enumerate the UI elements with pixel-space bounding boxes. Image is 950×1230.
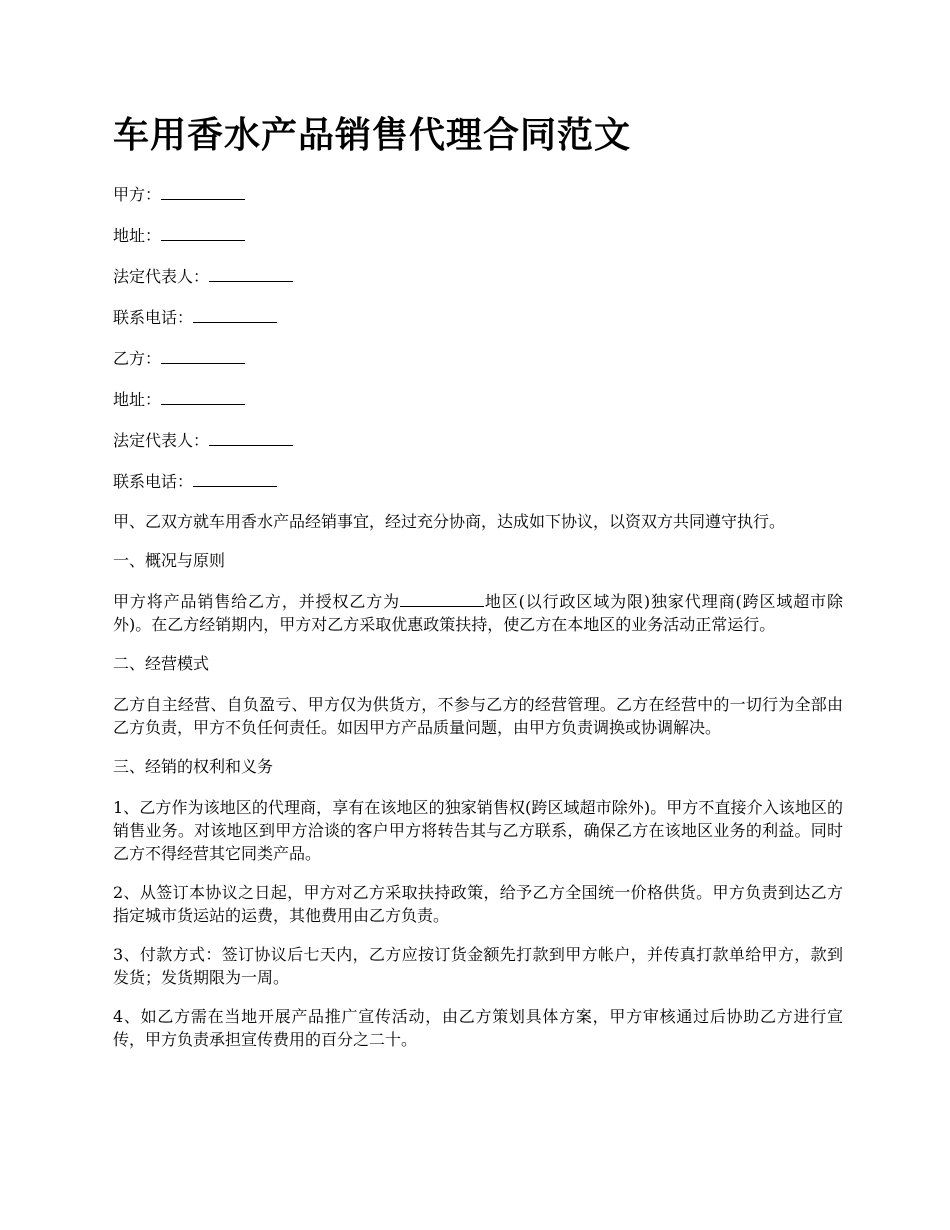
party-a-address-label: 地址：	[113, 226, 162, 245]
party-a-representative-field	[113, 264, 843, 288]
section-2-paragraph: 乙方自主经营、自负盈亏、甲方仅为供货方，不参与乙方的经营管理。乙方在经营中的一切行为全部由乙方负责，甲方不负任何责任。如因甲方产品质量问题，由甲方负责调换或协调解决。	[113, 695, 843, 737]
party-b-address-field	[113, 387, 843, 411]
section-1-text-before: 甲方将产品销售给乙方，并授权乙方为	[113, 592, 400, 611]
party-b-phone-blank	[193, 469, 277, 487]
party-b-name-field	[113, 346, 843, 370]
party-a-phone-label: 联系电话：	[113, 308, 194, 327]
section-3-item-4: 4、如乙方需在当地开展产品推广宣传活动，由乙方策划具体方案，甲方审核通过后协助乙方进行宣传，甲方负责承担宣传费用的百分之二十。	[113, 1007, 843, 1049]
party-b-name-blank	[161, 346, 245, 364]
section-1-paragraph	[113, 590, 843, 636]
party-a-phone-field	[113, 305, 843, 329]
party-a-phone-blank	[193, 305, 277, 323]
document-title: 车用香水产品销售代理合同范文	[113, 115, 632, 156]
party-a-name-label: 甲方：	[113, 185, 162, 204]
party-a-representative-label: 法定代表人：	[113, 267, 210, 286]
section-3-item-1: 1、乙方作为该地区的代理商，享有在该地区的独家销售权(跨区域超市除外)。甲方不直接介入该地区的销售业务。对该地区到甲方洽谈的客户甲方将转告其与乙方联系，确保乙方在该地区业务的利益。同时乙方不得经营其它同类产品。	[113, 798, 843, 863]
party-a-address-field	[113, 223, 843, 247]
party-b-phone-label: 联系电话：	[113, 472, 194, 491]
party-b-address-blank	[161, 387, 245, 405]
region-blank	[400, 590, 484, 607]
section-3-item-3: 3、付款方式：签订协议后七天内，乙方应按订货金额先打款到甲方帐户，并传真打款单给甲方，款到发货；发货期限为一周。	[113, 945, 843, 987]
section-3-heading: 三、经销的权利和义务	[113, 757, 274, 776]
party-b-representative-label: 法定代表人：	[113, 431, 210, 450]
party-b-phone-field	[113, 469, 843, 493]
document-page	[113, 112, 843, 1067]
section-1-heading: 一、概况与原则	[113, 551, 226, 570]
party-a-name-blank	[161, 182, 245, 200]
section-2-heading: 二、经营模式	[113, 654, 210, 673]
party-b-address-label: 地址：	[113, 390, 162, 409]
party-b-name-label: 乙方：	[113, 349, 162, 368]
intro-paragraph: 甲、乙双方就车用香水产品经销事宜，经过充分协商，达成如下协议，以资双方共同遵守执行。	[113, 512, 786, 531]
party-a-name-field	[113, 182, 843, 206]
party-a-address-blank	[161, 223, 245, 241]
section-1-text-after: 地区(以行政区域为限)独家代理商(跨区域超市除外)。在乙方经销期内，甲方对乙方采取优惠政策扶持，使乙方在本地区的业务活动正常运行。	[113, 592, 843, 634]
party-a-representative-blank	[209, 264, 293, 282]
party-b-representative-blank	[209, 428, 293, 446]
party-b-representative-field	[113, 428, 843, 452]
section-3-item-2: 2、从签订本协议之日起，甲方对乙方采取扶持政策，给予乙方全国统一价格供货。甲方负责到达乙方指定城市货运站的运费，其他费用由乙方负责。	[113, 883, 843, 925]
